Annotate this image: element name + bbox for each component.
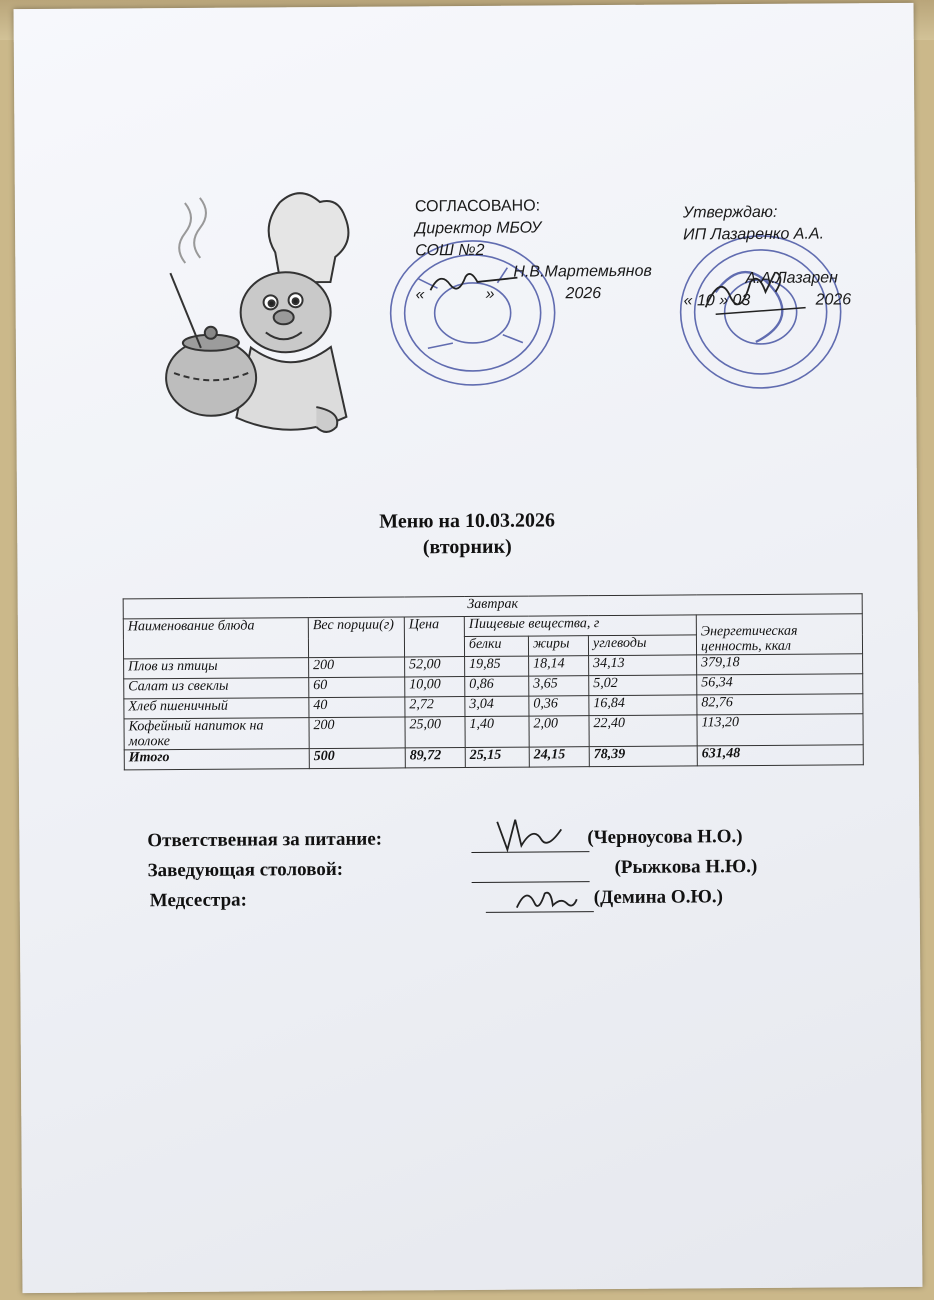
approval-date: « 10 » 03	[683, 292, 751, 310]
total-fat: 24,15	[529, 747, 589, 767]
cell-name: Плов из птицы	[124, 658, 309, 679]
approval-date-year: 2026	[565, 285, 602, 303]
menu-title-weekday: (вторник)	[422, 535, 512, 559]
cell-name: Салат из свеклы	[124, 678, 309, 699]
total-price: 89,72	[405, 748, 465, 768]
approval-date-year: 2026	[815, 291, 852, 309]
chef-illustration	[145, 182, 367, 454]
signature-person-canteen: (Рыжкова Н.Ю.)	[614, 855, 758, 878]
menu-title-date: Меню на 10.03.2026	[379, 509, 556, 533]
ip-signature	[695, 272, 815, 318]
approval-position: ИП Лазаренко А.А.	[683, 225, 825, 244]
approval-name: А.А.Лазарен	[745, 269, 839, 288]
approval-position: Директор МБОУ	[415, 219, 542, 238]
total-carbs: 78,39	[589, 746, 697, 767]
cell-weight: 200	[309, 657, 405, 678]
responsible-signature	[489, 813, 569, 854]
table-row	[124, 714, 863, 750]
cell-energy: 56,34	[697, 674, 863, 695]
signature-role-canteen: Заведующая столовой:	[147, 858, 344, 882]
cell-carbs: 5,02	[589, 675, 697, 696]
cell-energy: 379,18	[697, 654, 863, 675]
approval-heading: СОГЛАСОВАНО:	[414, 197, 541, 216]
menu-document	[14, 3, 923, 1293]
cell-price: 10,00	[405, 677, 465, 697]
table-header-row	[123, 614, 862, 639]
approval-org: СОШ №2	[415, 241, 485, 260]
nurse-signature	[512, 885, 582, 915]
cell-carbs: 16,84	[589, 695, 697, 716]
total-name: Итого	[124, 749, 309, 770]
header-price: Цена	[404, 617, 464, 657]
signature-role-nurse: Медсестра:	[149, 889, 248, 912]
director-signature	[425, 268, 535, 299]
approval-name: Н.В.Мартемьянов	[513, 262, 652, 281]
total-protein: 25,15	[465, 747, 529, 767]
menu-title	[17, 505, 917, 563]
header-fat: жиры	[528, 636, 588, 656]
header-energy: Энергетическая ценность, ккал	[696, 614, 862, 655]
cell-weight: 200	[309, 717, 405, 749]
cell-carbs: 34,13	[589, 655, 697, 676]
header-weight: Вес порции(г)	[308, 617, 404, 658]
approval-date-mid: »	[485, 285, 495, 303]
header-protein: белки	[464, 636, 528, 656]
signature-role-responsible: Ответственная за питание:	[147, 828, 383, 852]
cell-weight: 40	[309, 697, 405, 718]
cell-fat: 18,14	[529, 656, 589, 676]
cell-protein: 1,40	[465, 716, 529, 747]
header-nutrients: Пищевые вещества, г	[464, 615, 696, 637]
approval-date-open: «	[415, 286, 425, 304]
cell-price: 52,00	[405, 657, 465, 677]
cell-fat: 3,65	[529, 676, 589, 696]
cell-price: 25,00	[405, 717, 465, 748]
total-weight: 500	[309, 748, 405, 769]
cell-carbs: 22,40	[589, 715, 697, 747]
header-carbs: углеводы	[588, 635, 696, 656]
cell-energy: 113,20	[697, 714, 863, 746]
table-total-row	[124, 745, 863, 770]
cell-weight: 60	[309, 677, 405, 698]
menu-table	[123, 593, 864, 770]
cell-name: Кофейный напиток на молоке	[124, 718, 309, 750]
cell-energy: 82,76	[697, 694, 863, 715]
signature-person-nurse: (Демина О.Ю.)	[593, 886, 723, 909]
cell-protein: 0,86	[465, 676, 529, 696]
section-breakfast: Завтрак	[123, 594, 862, 619]
cell-name: Хлеб пшеничный	[124, 698, 309, 719]
signature-line	[472, 881, 590, 883]
header-name: Наименование блюда	[123, 618, 308, 659]
cell-protein: 3,04	[465, 696, 529, 716]
total-energy: 631,48	[697, 745, 863, 766]
cell-protein: 19,85	[465, 656, 529, 676]
cell-price: 2,72	[405, 697, 465, 717]
signature-person-responsible: (Черноусова Н.О.)	[587, 826, 743, 849]
approval-heading: Утверждаю:	[682, 203, 778, 222]
cell-fat: 0,36	[529, 696, 589, 716]
cell-fat: 2,00	[529, 716, 589, 747]
